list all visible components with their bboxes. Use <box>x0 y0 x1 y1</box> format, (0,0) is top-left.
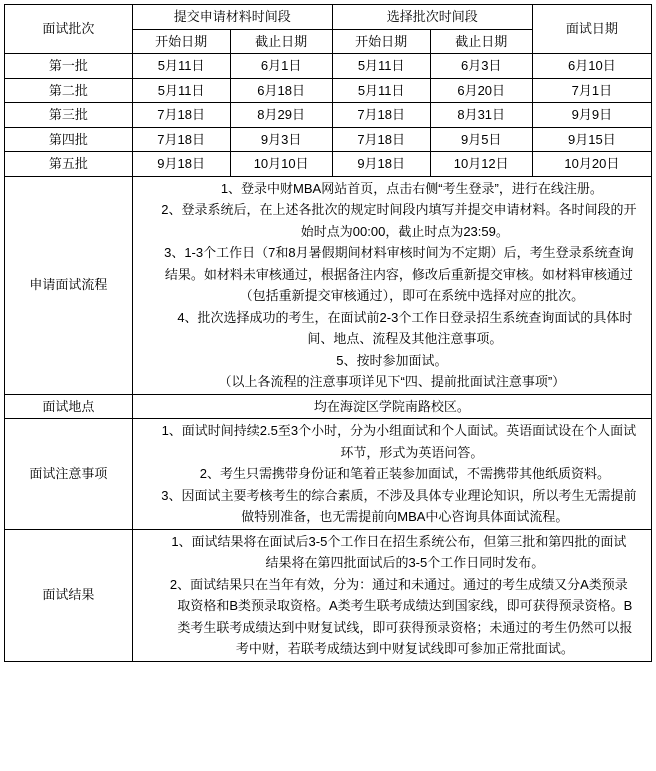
section-body-results <box>132 529 651 661</box>
process-line-3: 始时点为00:00，截止时点为23:59。 <box>300 223 509 239</box>
section-body-location: 均在海淀区学院南路校区。 <box>132 394 651 419</box>
results-line-5: 类考生联考成绩达到中财复试线，即可获得预录资格；未通过的考生仍然可以报 <box>177 619 633 635</box>
select-end-date: 9月5日 <box>430 127 532 152</box>
select-end-date: 6月20日 <box>430 78 532 103</box>
select-start-date: 7月18日 <box>332 103 430 128</box>
process-line-2: 2、登录系统后，在上述各批次的规定时间段内填写并提交申请材料。各时间段的开 <box>161 202 637 217</box>
process-line-10: （以上各流程的注意事项详见下“四、提前批面试注意事项”） <box>218 374 566 389</box>
table-row <box>5 127 652 152</box>
table-row <box>5 54 652 79</box>
select-start-date: 5月11日 <box>332 54 430 79</box>
section-body-notes <box>132 419 651 530</box>
interview-date: 6月10日 <box>532 54 651 79</box>
submit-start-date: 7月18日 <box>132 103 230 128</box>
batch-name: 第一批 <box>5 54 133 79</box>
batch-name: 第五批 <box>5 152 133 177</box>
header-interview-date: 面试日期 <box>532 5 651 54</box>
section-row-process <box>5 176 652 394</box>
submit-start-date: 9月18日 <box>132 152 230 177</box>
interview-date: 9月9日 <box>532 103 651 128</box>
section-body-process <box>132 176 651 394</box>
process-line-6: （包括重新提交审核通过），即可在系统中选择对应的批次。 <box>239 288 585 303</box>
notes-line-2: 环节，形式为英语问答。 <box>340 444 484 460</box>
submit-start-date: 5月11日 <box>132 78 230 103</box>
results-line-3: 2、面试结果只在当年有效，分为：通过和未通过。通过的考生成绩又分A类预录 <box>169 576 628 592</box>
section-label-results: 面试结果 <box>5 529 133 661</box>
select-end-date: 8月31日 <box>430 103 532 128</box>
batch-name: 第三批 <box>5 103 133 128</box>
process-line-4: 3、1-3个工作日（7和8月暑假期间材料审核时间为不定期）后，考生登录系统查询 <box>164 245 634 260</box>
notes-line-1: 1、面试时间持续2.5至3个小时，分为小组面试和个人面试。英语面试设在个人面试 <box>161 423 637 438</box>
section-row-location <box>5 394 652 419</box>
select-start-date: 9月18日 <box>332 152 430 177</box>
header-select-period: 选择批次时间段 <box>332 5 532 30</box>
notes-line-4: 3、因面试主要考核考生的综合素质，不涉及具体专业理论知识，所以考生无需提前 <box>161 487 637 503</box>
submit-end-date: 10月10日 <box>230 152 332 177</box>
submit-start-date: 5月11日 <box>132 54 230 79</box>
results-line-1: 1、面试结果将在面试后3-5个工作日在招生系统公布，但第三批和第四批的面试 <box>171 533 627 549</box>
process-line-8: 间、地点、流程及其他注意事项。 <box>307 331 503 346</box>
section-label-location: 面试地点 <box>5 394 133 419</box>
submit-end-date: 6月1日 <box>230 54 332 79</box>
header-submit-period: 提交申请材料时间段 <box>132 5 332 30</box>
batch-name: 第二批 <box>5 78 133 103</box>
section-row-results <box>5 529 652 661</box>
select-start-date: 7月18日 <box>332 127 430 152</box>
table-row <box>5 78 652 103</box>
submit-start-date: 7月18日 <box>132 127 230 152</box>
section-row-notes <box>5 419 652 530</box>
select-start-date: 5月11日 <box>332 78 430 103</box>
process-line-7: 4、批次选择成功的考生，在面试前2-3个工作日登录招生系统查询面试的具体时 <box>177 309 633 325</box>
notes-line-3: 2、考生只需携带身份证和笔着正装参加面试，不需携带其他纸质资料。 <box>199 466 610 481</box>
section-label-process: 申请面试流程 <box>5 176 133 394</box>
select-end-date: 6月3日 <box>430 54 532 79</box>
results-line-6: 考中财，若联考成绩达到中财复试线即可参加正常批面试。 <box>235 641 574 656</box>
process-line-1: 1、登录中财MBA网站首页，点击右侧“考生登录”，进行在线注册。 <box>220 180 603 196</box>
section-label-notes: 面试注意事项 <box>5 419 133 530</box>
submit-end-date: 6月18日 <box>230 78 332 103</box>
table-row <box>5 103 652 128</box>
header-select-end: 截止日期 <box>430 29 532 54</box>
interview-date: 10月20日 <box>532 152 651 177</box>
process-line-9: 5、按时参加面试。 <box>336 352 448 368</box>
header-batch: 面试批次 <box>5 5 133 54</box>
submit-end-date: 8月29日 <box>230 103 332 128</box>
notes-line-5: 做特别准备，也无需提前向MBA中心咨询具体面试流程。 <box>241 509 569 524</box>
header-submit-end: 截止日期 <box>230 29 332 54</box>
batch-name: 第四批 <box>5 127 133 152</box>
admissions-schedule-table <box>4 4 652 662</box>
submit-end-date: 9月3日 <box>230 127 332 152</box>
results-line-2: 结果将在第四批面试后的3-5个工作日同时发布。 <box>265 555 545 570</box>
results-line-4: 取资格和B类预录取资格。A类考生联考成绩达到国家线，即可获得预录资格。B <box>177 598 633 613</box>
interview-date: 9月15日 <box>532 127 651 152</box>
header-select-start: 开始日期 <box>332 29 430 54</box>
table-row <box>5 152 652 177</box>
process-line-5: 结果。如材料未审核通过，根据备注内容，修改后重新提交审核。如材料审核通过 <box>164 266 633 282</box>
table-header-row-1 <box>5 5 652 30</box>
header-submit-start: 开始日期 <box>132 29 230 54</box>
select-end-date: 10月12日 <box>430 152 532 177</box>
interview-date: 7月1日 <box>532 78 651 103</box>
